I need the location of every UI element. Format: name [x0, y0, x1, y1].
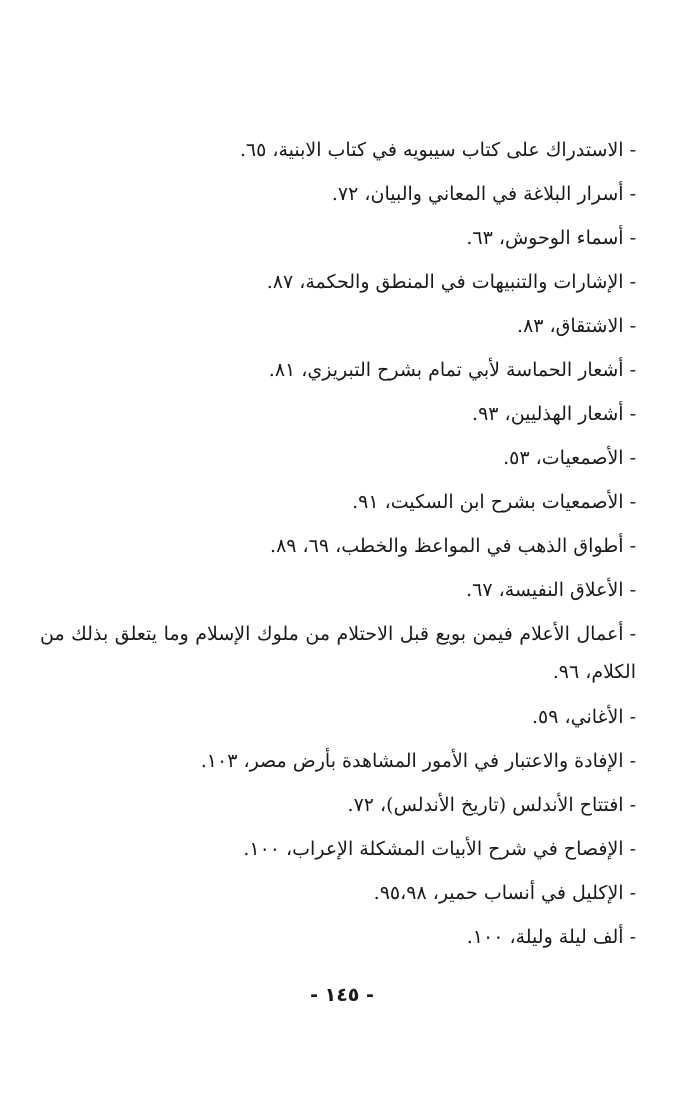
list-item — [40, 304, 636, 348]
list-item — [40, 739, 636, 783]
entry-text: أسرار البلاغة في المعاني والبيان، ٧٢. — [331, 183, 624, 205]
entry-text: أشعار الحماسة لأبي تمام بشرح التبريزي، ٨١. — [268, 359, 624, 381]
entry-text: أعمال الأعلام فيمن بويع قبل الاحتلام من ملوك الإسلام وما يتعلق بذلك من الكلام، ٩٦. — [40, 623, 636, 683]
entry-dash: - — [629, 706, 636, 728]
list-item — [40, 172, 636, 216]
entry-dash: - — [629, 794, 636, 816]
entry-dash: - — [629, 315, 636, 337]
list-item — [40, 695, 636, 739]
entry-dash: - — [629, 271, 636, 293]
list-item — [40, 612, 636, 695]
entry-dash: - — [629, 535, 636, 557]
entry-text: افتتاح الأندلس (تاريخ الأندلس)، ٧٢. — [347, 794, 624, 816]
page-number: - ١٤٥ - — [310, 984, 374, 1006]
entry-dash: - — [629, 623, 636, 645]
list-item — [40, 915, 636, 959]
entry-text: الإكليل في أنساب حمير، ٩٥،٩٨. — [373, 882, 624, 904]
list-item — [40, 216, 636, 260]
entry-text: الاشتقاق، ٨٣. — [517, 315, 624, 337]
entry-text: أشعار الهذليين، ٩٣. — [472, 403, 624, 425]
entry-text: الأصمعيات بشرح ابن السكيت، ٩١. — [352, 491, 624, 513]
list-item — [40, 871, 636, 915]
entry-text: الإفصاح في شرح الأبيات المشكلة الإعراب، ١٠٠. — [243, 838, 624, 860]
entry-text: أطواق الذهب في المواعظ والخطب، ٦٩، ٨٩. — [270, 535, 624, 557]
list-item — [40, 392, 636, 436]
entry-dash: - — [629, 579, 636, 601]
entry-dash: - — [629, 882, 636, 904]
list-item — [40, 348, 636, 392]
list-item — [40, 568, 636, 612]
entry-text: الأصمعيات، ٥٣. — [503, 447, 624, 469]
list-item — [40, 827, 636, 871]
entry-text: الإشارات والتنبيهات في المنطق والحكمة، ٨٧. — [266, 271, 624, 293]
entry-dash: - — [629, 227, 636, 249]
entry-dash: - — [629, 359, 636, 381]
entry-text: الاستدراك على كتاب سيبويه في كتاب الابنية، ٦٥. — [239, 139, 624, 161]
entry-dash: - — [629, 183, 636, 205]
list-item — [40, 128, 636, 172]
list-item — [40, 524, 636, 568]
entry-dash: - — [629, 926, 636, 948]
bibliography-list — [40, 128, 636, 959]
entry-dash: - — [629, 838, 636, 860]
entry-text: ألف ليلة وليلة، ١٠٠. — [466, 926, 624, 948]
list-item — [40, 783, 636, 827]
entry-text: الأعلاق النفيسة، ٦٧. — [466, 579, 624, 601]
entry-dash: - — [629, 491, 636, 513]
entry-text: الإفادة والاعتبار في الأمور المشاهدة بأرض مصر، ١٠٣. — [200, 750, 624, 772]
entry-dash: - — [629, 750, 636, 772]
entry-text: أسماء الوحوش، ٦٣. — [466, 227, 624, 249]
entry-dash: - — [629, 403, 636, 425]
entry-dash: - — [629, 139, 636, 161]
list-item — [40, 436, 636, 480]
list-item — [40, 260, 636, 304]
entry-dash: - — [629, 447, 636, 469]
entry-text: الأغاني، ٥٩. — [531, 706, 624, 728]
list-item — [40, 480, 636, 524]
